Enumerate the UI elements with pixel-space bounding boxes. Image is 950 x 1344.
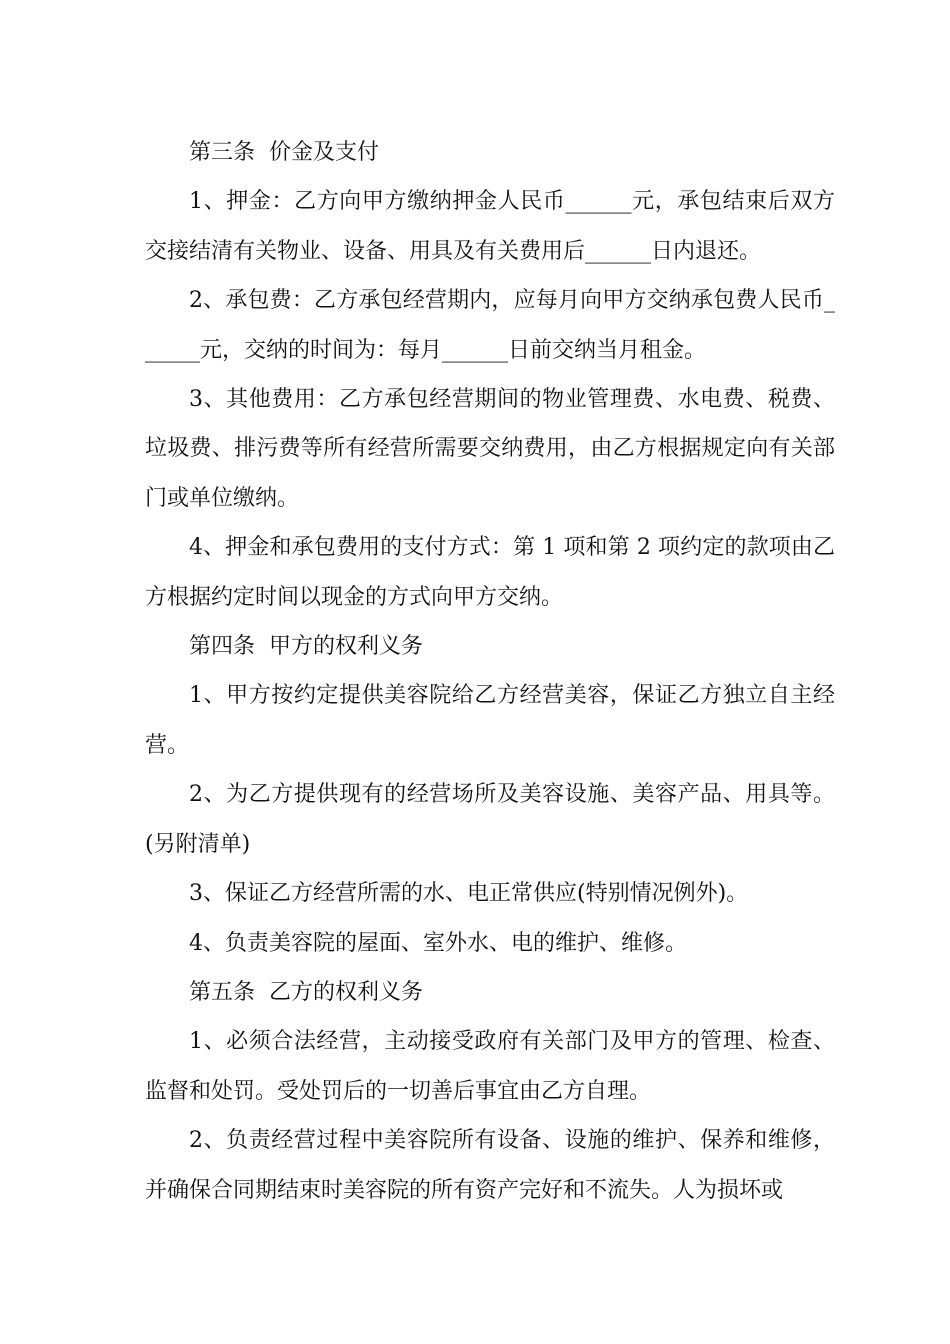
article-4-item-4: 4、负责美容院的屋面、室外水、电的维护、维修。	[189, 930, 687, 956]
article-3-item-3: 3、其他费用：乙方承包经营期间的物业管理费、水电费、税费、垃圾费、排污费等所有经营所需要交纳费用，由乙方根据规定向有关部门或单位缴纳。	[145, 387, 835, 511]
article-4-item-2: 2、为乙方提供现有的经营场所及美容设施、美容产品、用具等。(另附清单)	[145, 782, 835, 857]
article-3-item-4: 4、押金和承包费用的支付方式：第 1 项和第 2 项约定的款项由乙方根据约定时间以现金的方式向甲方交纳。	[145, 535, 835, 610]
article-4-heading: 第四条 甲方的权利义务	[189, 634, 423, 660]
article-3-heading: 第三条 价金及支付	[189, 140, 379, 165]
article-5-heading: 第五条 乙方的权利义务	[189, 979, 423, 1005]
article-5-item-2: 2、负责经营过程中美容院所有设备、设施的维护、保养和维修，并确保合同期结束时美容院的所有资产完好和不流失。人为损坏或	[145, 1128, 835, 1203]
article-3-item-2: 2、承包费：乙方承包经营期内，应每月向甲方交纳承包费人民币______元，交纳的时间为：每月______日前交纳当月租金。	[145, 288, 835, 363]
article-5-item-1: 1、必须合法经营，主动接受政府有关部门及甲方的管理、检查、监督和处罚。受处罚后的一切善后事宜由乙方自理。	[145, 1029, 835, 1104]
article-4-item-1: 1、甲方按约定提供美容院给乙方经营美容，保证乙方独立自主经营。	[145, 683, 835, 758]
document-body	[145, 128, 835, 1215]
article-3-item-1: 1、押金：乙方向甲方缴纳押金人民币______元，承包结束后双方交接结清有关物业、设备、用具及有关费用后______日内退还。	[145, 189, 835, 264]
article-4-item-3: 3、保证乙方经营所需的水、电正常供应(特别情况例外)。	[189, 881, 749, 907]
